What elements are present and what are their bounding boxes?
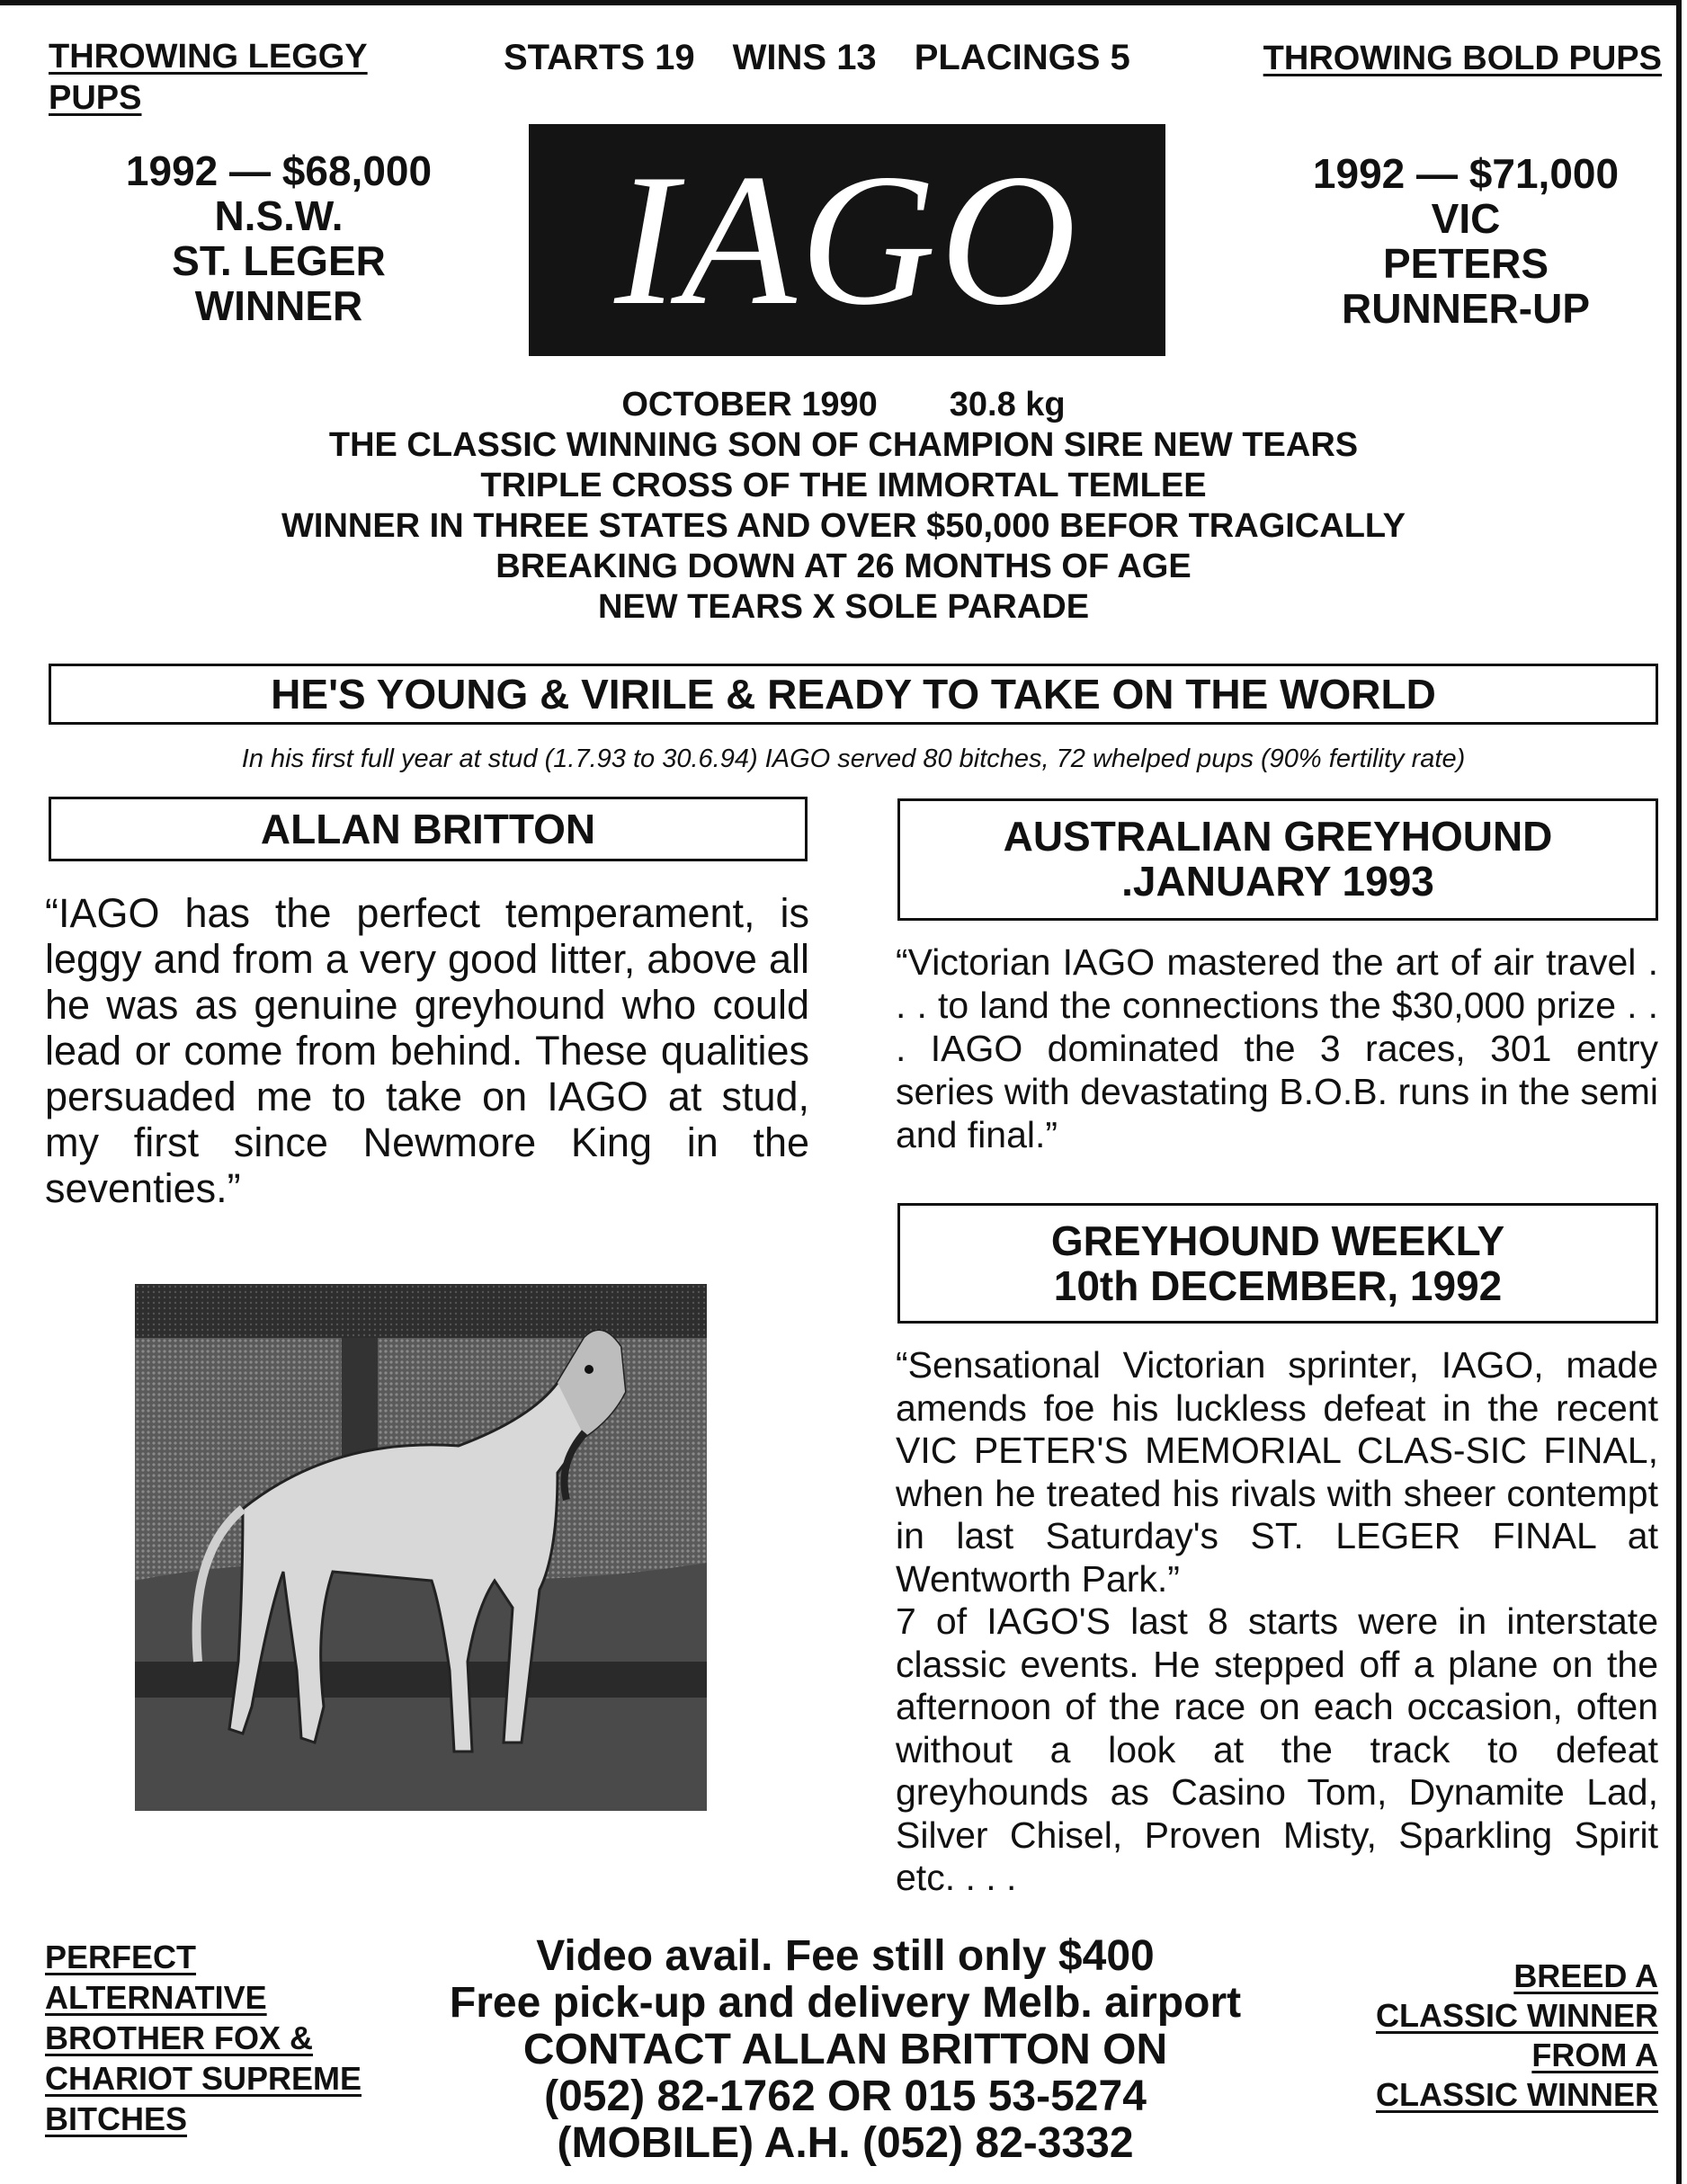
allan-britton-heading: ALLAN BRITTON (49, 797, 808, 861)
note-line: BREED A (1513, 1957, 1658, 1994)
note-line: ALTERNATIVE (45, 1979, 267, 2016)
info-line: BREAKING DOWN AT 26 MONTHS OF AGE (495, 548, 1192, 585)
achievement-line: WINNER (194, 282, 363, 329)
heading-line: GREYHOUND WEEKLY (1050, 1217, 1505, 1264)
vic-peters-achievement (1259, 151, 1673, 331)
achievement-line: VIC (1431, 195, 1501, 242)
info-line: TRIPLE CROSS OF THE IMMORTAL TEMLEE (480, 467, 1207, 504)
info-line: WINNER IN THREE STATES AND OVER $50,000 BEFOR TRAGICALLY (281, 507, 1406, 545)
note-line: CHARIOT SUPREME (45, 2060, 362, 2097)
delivery-line: Free pick-up and delivery Melb. airport (449, 1979, 1242, 2027)
nsw-st-leger-achievement (72, 148, 486, 328)
greyhound-weekly-heading (897, 1203, 1658, 1324)
heading-line: AUSTRALIAN GREYHOUND (1003, 813, 1553, 860)
note-line: BROTHER FOX & (45, 2019, 314, 2056)
race-stats (504, 38, 1205, 78)
achievement-line: PETERS (1382, 240, 1549, 287)
info-line: NEW TEARS X SOLE PARADE (597, 588, 1090, 626)
starts-stat: STARTS 19 (504, 38, 695, 77)
achievement-line: 1992 — $68,000 (125, 147, 433, 194)
info-line: THE CLASSIC WINNING SON OF CHAMPION SIRE NEW TEARS (328, 426, 1359, 464)
heading-line: .JANUARY 1993 (1121, 858, 1434, 905)
note-line: BITCHES (45, 2100, 188, 2137)
interstate-starts-text: 7 of IAGO'S last 8 starts were in interstate classic events. He stepped off a plane on the afternoon of the race on each occasion, often without a look at the track to defeat greyhounds as Casino Tom, Dynamite Lad, Silver Chisel, Proven Misty, Sparkling Spirit etc. . . . (896, 1600, 1658, 1898)
heading-line: 10th DECEMBER, 1992 (1053, 1262, 1503, 1309)
mobile-line: (MOBILE) A.H. (052) 82-3332 (557, 2119, 1134, 2167)
fertility-note: In his first full year at stud (1.7.93 to 30.6.94) IAGO served 80 bitches, 72 whelped pups (90% fertility rate) (241, 744, 1466, 773)
contact-info (414, 1933, 1277, 2167)
note-line: CLASSIC WINNER (1376, 2076, 1658, 2113)
contact-name-line: CONTACT ALLAN BRITTON ON (522, 2026, 1168, 2073)
greyhound-weekly-quote (896, 1344, 1658, 1900)
pedigree-info (135, 385, 1552, 628)
greyhound-weekly-quote-text: “Sensational Victorian sprinter, IAGO, made amends foe his luckless defeat in the recent VIC PETER'S MEMORIAL CLAS-SIC FINAL, when he treated his rivals with sheer contempt in last Saturday's ST. LEGER FINAL at Wentworth Park.” (896, 1344, 1658, 1600)
placings-stat: PLACINGS 5 (914, 38, 1130, 77)
birth-weight-line (135, 385, 1552, 425)
throwing-bold-pups-heading: THROWING BOLD PUPS (1263, 40, 1662, 77)
young-virile-banner: HE'S YOUNG & VIRILE & READY TO TAKE ON THE WORLD (49, 664, 1658, 725)
iago-title-box (529, 124, 1165, 356)
greyhound-photo-illustration (135, 1284, 707, 1811)
throwing-leggy-pups-heading: THROWING LEGGY PUPS (49, 38, 368, 117)
iago-title: IAGO (614, 136, 1080, 344)
note-line: PERFECT (45, 1939, 197, 1975)
australian-greyhound-heading (897, 798, 1658, 921)
note-line: CLASSIC WINNER (1376, 1997, 1658, 2034)
weight: 30.8 kg (949, 386, 1066, 423)
fee-line: Video avail. Fee still only $400 (536, 1932, 1155, 1980)
achievement-line: 1992 — $71,000 (1312, 150, 1620, 197)
note-line: FROM A (1531, 2037, 1658, 2073)
allan-britton-quote: “IAGO has the perfect temperament, is leggy and from a very good litter, above all he was as genuine greyhound who could lead or come from behind. These qualities persuaded me to take on IAGO at stud, my first since Newmore King in the seventies.” (45, 890, 809, 1211)
birth-date: OCTOBER 1990 (621, 386, 878, 423)
perfect-alternative-note (45, 1937, 441, 2139)
wins-stat: WINS 13 (732, 38, 877, 77)
achievement-line: N.S.W. (214, 192, 344, 239)
achievement-line: RUNNER-UP (1342, 285, 1590, 332)
breed-classic-winner-note (1295, 1957, 1658, 2115)
phone-line: (052) 82-1762 OR 015 53-5274 (544, 2073, 1147, 2120)
greyhound-photo (135, 1284, 707, 1811)
australian-greyhound-quote: “Victorian IAGO mastered the art of air travel . . . to land the connections the $30,000 prize . . . IAGO dominated the 3 races, 301 entry series with devastating B.O.B. runs in the semi and final.” (896, 941, 1658, 1155)
achievement-line: ST. LEGER (172, 237, 386, 284)
